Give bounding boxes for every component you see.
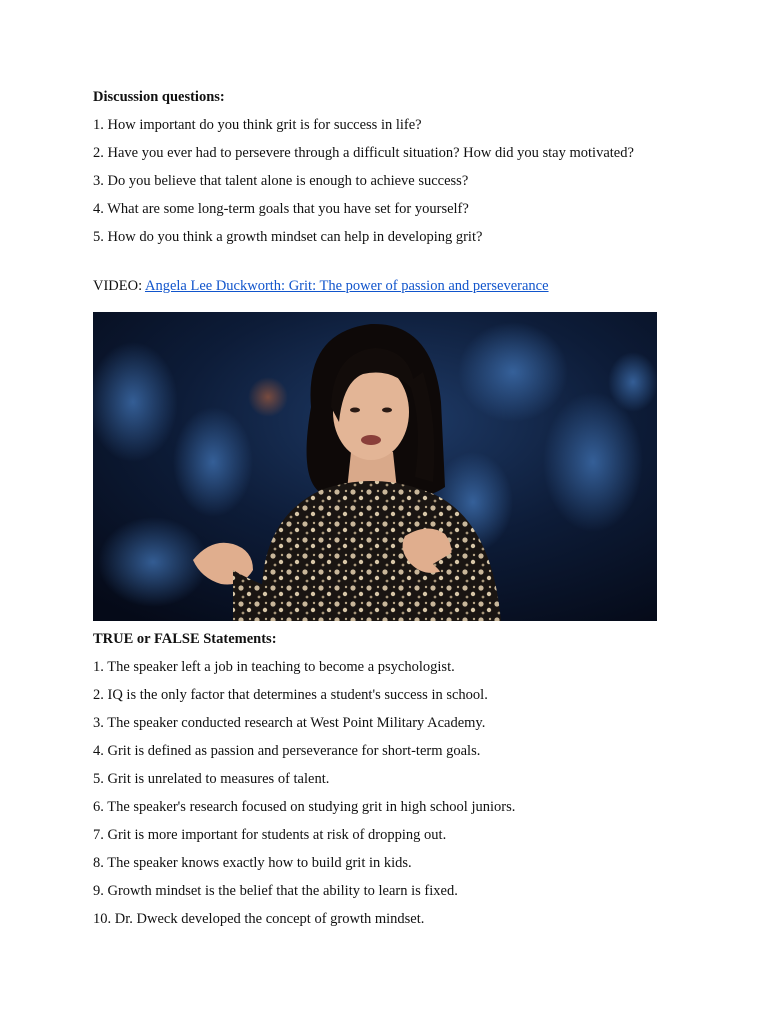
discussion-heading: Discussion questions:: [93, 89, 225, 105]
video-line: [93, 275, 693, 297]
discussion-question: 5. How do you think a growth mindset can help in developing grit?: [93, 229, 483, 245]
true-false-statement: 8. The speaker knows exactly how to build grit in kids.: [93, 854, 412, 871]
true-false-statement: 4. Grit is defined as passion and perseverance for short-term goals.: [93, 742, 481, 759]
discussion-questions-list: [93, 108, 693, 248]
video-link[interactable]: Angela Lee Duckworth: Grit: The power of passion and perseverance: [144, 278, 549, 294]
true-false-statement: 6. The speaker's research focused on studying grit in high school juniors.: [93, 798, 516, 815]
discussion-question: 2. Have you ever had to persevere through a difficult situation? How did you stay motivated?: [93, 145, 634, 161]
true-false-statement: 1. The speaker left a job in teaching to become a psychologist.: [93, 658, 455, 675]
video-label: VIDEO:: [93, 278, 145, 294]
true-false-statement: 2. IQ is the only factor that determines a student's success in school.: [93, 686, 488, 703]
true-false-statement: 7. Grit is more important for students at risk of dropping out.: [93, 826, 447, 843]
true-false-statements-list: [93, 650, 693, 930]
true-false-statement: 3. The speaker conducted research at West Point Military Academy.: [93, 714, 486, 731]
discussion-question: 4. What are some long-term goals that you have set for yourself?: [93, 201, 469, 217]
true-false-heading: TRUE or FALSE Statements:: [93, 630, 277, 647]
true-false-statement: 9. Growth mindset is the belief that the ability to learn is fixed.: [93, 882, 458, 899]
discussion-question: 1. How important do you think grit is for success in life?: [93, 117, 422, 133]
document-page: [93, 86, 693, 930]
true-false-statement: 5. Grit is unrelated to measures of talent.: [93, 770, 330, 787]
discussion-question: 3. Do you believe that talent alone is enough to achieve success?: [93, 173, 469, 189]
true-false-statement: 10. Dr. Dweck developed the concept of growth mindset.: [93, 910, 425, 927]
speaker-photo: [93, 312, 657, 621]
